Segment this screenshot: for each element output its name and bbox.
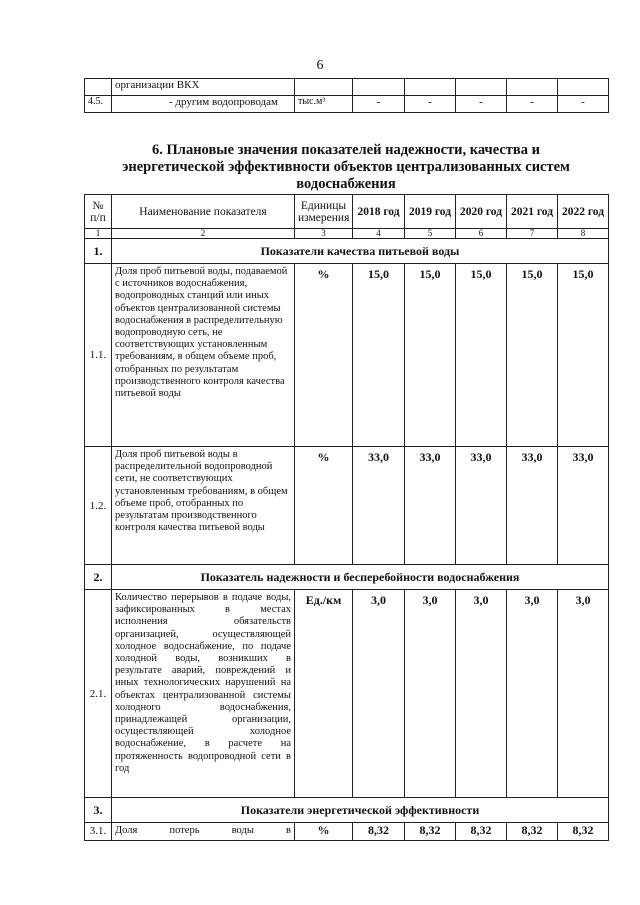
table-row — [85, 96, 609, 113]
section-number: 2. — [85, 565, 112, 590]
value-cell: 3,0 — [456, 590, 507, 798]
section-row — [85, 239, 609, 264]
section-row — [85, 565, 609, 590]
section-title: Показатели энергетической эффективности — [112, 798, 609, 823]
header-num: № п/п — [85, 195, 112, 229]
value-cell: 33,0 — [558, 447, 609, 565]
column-index: 4 — [353, 229, 405, 239]
column-index: 8 — [558, 229, 609, 239]
row-number: 2.1. — [85, 590, 112, 798]
value-cell: 33,0 — [405, 447, 456, 565]
continuation-table — [84, 78, 609, 113]
header-year: 2018 год — [353, 195, 405, 229]
header-year: 2022 год — [558, 195, 609, 229]
header-name: Наименование показателя — [112, 195, 295, 229]
value-cell: 8,32 — [353, 823, 405, 841]
row-number: 3.1. — [85, 823, 112, 841]
header-year: 2021 год — [507, 195, 558, 229]
table-row — [85, 447, 609, 565]
value-cell: - — [507, 96, 558, 113]
row-number: 4.5. — [85, 96, 112, 113]
row-unit: % — [295, 823, 353, 841]
value-cell: 15,0 — [507, 264, 558, 447]
value-cell: 8,32 — [405, 823, 456, 841]
table-header-row — [85, 195, 609, 229]
row-name: Доля проб питьевой воды в распределительной водопроводной сети, не соответствующих установленным требованиям, в общем объеме проб, отобранных по результатам производственного контроля качества питьевой воды — [112, 447, 295, 565]
value-cell: 3,0 — [507, 590, 558, 798]
indicators-table — [84, 194, 609, 841]
value-cell: 8,32 — [558, 823, 609, 841]
column-index: 7 — [507, 229, 558, 239]
value-cell: - — [456, 96, 507, 113]
column-index: 1 — [85, 229, 112, 239]
table-row — [85, 264, 609, 447]
row-name: Доля потерь воды в — [112, 823, 295, 841]
row-number: 1.1. — [85, 264, 112, 447]
heading-line: энергетической эффективности объектов централизованных систем — [122, 159, 570, 175]
table-row — [85, 823, 609, 841]
value-cell: 3,0 — [353, 590, 405, 798]
heading-line: водоснабжения — [296, 176, 396, 192]
row-unit: Ед./км — [295, 590, 353, 798]
section-number: 3. — [85, 798, 112, 823]
row-name: Доля проб питьевой воды, подаваемой с источников водоснабжения, водопроводных станций или иных объектов централизованной системы водоснабжения в распределительную водопроводную сеть, не соответствующих установленным требованиям, в общем объеме проб, отобранных по результатам производственного контроля качества питьевой воды — [112, 264, 295, 447]
value-cell: 8,32 — [456, 823, 507, 841]
section-title: Показатель надежности и бесперебойности водоснабжения — [112, 565, 609, 590]
column-index: 2 — [112, 229, 295, 239]
value-cell: 33,0 — [507, 447, 558, 565]
value-cell: 33,0 — [456, 447, 507, 565]
value-cell: 15,0 — [558, 264, 609, 447]
header-year: 2019 год — [405, 195, 456, 229]
heading-line: 6. Плановые значения показателей надежности, качества и — [152, 142, 540, 158]
row-unit: % — [295, 447, 353, 565]
row-name: - другим водопроводам — [112, 96, 295, 113]
value-cell: 8,32 — [507, 823, 558, 841]
column-index: 5 — [405, 229, 456, 239]
section-number: 1. — [85, 239, 112, 264]
column-index: 3 — [295, 229, 353, 239]
table-row — [85, 79, 609, 96]
column-index: 6 — [456, 229, 507, 239]
value-cell: 33,0 — [353, 447, 405, 565]
header-year: 2020 год — [456, 195, 507, 229]
row-name: Количество перерывов в подаче воды, зафиксированных в местах исполнения обязательств организацией, осуществляющей холодное водоснабжение, по подаче холодной воды, возникших в результате аварий, повреждений и иных технологических нарушений на объектах централизованной системы холодного водоснабжения, принадлежащей организации, осуществляющей холодное водоснабжение, в расчете на протяженность водопроводной сети в год — [112, 590, 295, 798]
value-cell: 3,0 — [405, 590, 456, 798]
value-cell: - — [353, 96, 405, 113]
value-cell: 15,0 — [353, 264, 405, 447]
section-row — [85, 798, 609, 823]
header-unit: Единицы измерения — [295, 195, 353, 229]
row-unit: тыс.м³ — [295, 96, 353, 113]
value-cell: - — [405, 96, 456, 113]
section-heading — [84, 142, 608, 193]
row-name: организации ВКХ — [112, 79, 295, 96]
value-cell: 15,0 — [405, 264, 456, 447]
section-title: Показатели качества питьевой воды — [112, 239, 609, 264]
row-number: 1.2. — [85, 447, 112, 565]
value-cell: 15,0 — [456, 264, 507, 447]
table-row — [85, 590, 609, 798]
page-number: 6 — [316, 58, 324, 73]
value-cell: - — [558, 96, 609, 113]
column-index-row — [85, 229, 609, 239]
row-unit: % — [295, 264, 353, 447]
value-cell: 3,0 — [558, 590, 609, 798]
